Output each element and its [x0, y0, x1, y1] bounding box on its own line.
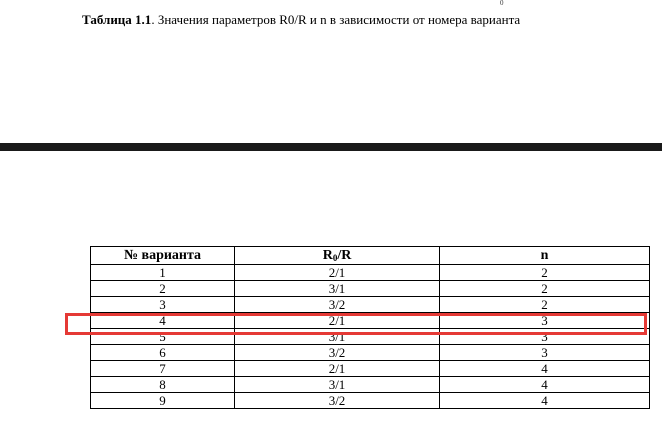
- cell-n: 4: [440, 377, 650, 393]
- cell-ratio: 3/2: [235, 297, 440, 313]
- cell-n: 2: [440, 281, 650, 297]
- table-caption: [82, 11, 520, 28]
- table-row: [91, 393, 650, 409]
- cell-ratio: 3/1: [235, 329, 440, 345]
- cell-ratio: 3/2: [235, 345, 440, 361]
- cell-variant: 1: [91, 265, 235, 281]
- table-row: [91, 297, 650, 313]
- caption-label: Таблица 1.1: [82, 12, 152, 27]
- header-variant: № варианта: [91, 247, 235, 265]
- caption-text: . Значения параметров R0/R и n в зависимости от номера варианта: [151, 12, 521, 27]
- cell-n: 3: [440, 329, 650, 345]
- table-row: [91, 265, 650, 281]
- table-row: [91, 361, 650, 377]
- header-ratio-tail: /R: [337, 247, 352, 263]
- cell-n: 2: [440, 297, 650, 313]
- header-mark: 0: [500, 0, 504, 7]
- cell-variant: 9: [91, 393, 235, 409]
- cell-variant: 7: [91, 361, 235, 377]
- highlight-box: [65, 313, 647, 335]
- table-header-row: [91, 247, 650, 265]
- cell-variant: 8: [91, 377, 235, 393]
- table-body: [91, 265, 650, 409]
- header-ratio-sub: 0: [332, 252, 338, 263]
- page-divider: [0, 143, 662, 151]
- table-row: [91, 281, 650, 297]
- header-n: n: [440, 247, 650, 265]
- cell-n: 4: [440, 361, 650, 377]
- cell-ratio: 3/1: [235, 281, 440, 297]
- cell-ratio: 2/1: [235, 361, 440, 377]
- cell-variant: 4: [91, 313, 235, 329]
- cell-ratio: 2/1: [235, 313, 440, 329]
- table-row: [91, 377, 650, 393]
- cell-n: 3: [440, 313, 650, 329]
- cell-n: 4: [440, 393, 650, 409]
- cell-n: 2: [440, 265, 650, 281]
- cell-ratio: 2/1: [235, 265, 440, 281]
- cell-n: 3: [440, 345, 650, 361]
- header-ratio-main: R: [322, 247, 333, 263]
- cell-ratio: 3/1: [235, 377, 440, 393]
- cell-variant: 6: [91, 345, 235, 361]
- cell-ratio: 3/2: [235, 393, 440, 409]
- table-row: [91, 345, 650, 361]
- cell-variant: 5: [91, 329, 235, 345]
- header-ratio: [235, 247, 440, 265]
- cell-variant: 2: [91, 281, 235, 297]
- cell-variant: 3: [91, 297, 235, 313]
